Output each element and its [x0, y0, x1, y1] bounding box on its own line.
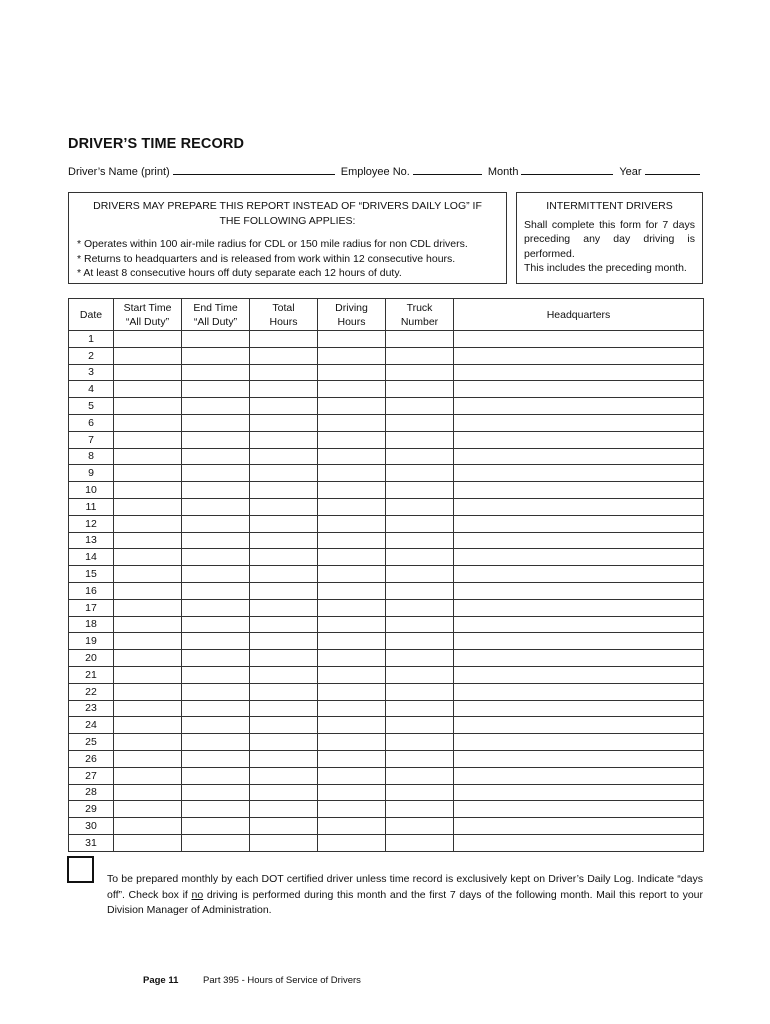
start-time-cell[interactable]	[114, 532, 182, 549]
instructions-note: To be prepared monthly by each DOT certified driver unless time record is exclusively kept on Driver’s Daily Log. Indicate “days off”. Check box if no driving is performed during this month and the first 7 days of the following month. Mail this report to your Division Manager of Administration.	[107, 873, 703, 916]
truck-number-cell[interactable]	[386, 414, 454, 431]
driver-name-label: Driver’s Name (print)	[68, 166, 170, 178]
start-time-cell[interactable]	[114, 398, 182, 415]
intermittent-drivers-box	[516, 192, 703, 284]
total-hours-cell[interactable]	[250, 515, 318, 532]
headquarters-cell[interactable]	[454, 633, 704, 650]
start-time-cell[interactable]	[114, 784, 182, 801]
date-cell: 21	[69, 666, 114, 683]
year-field[interactable]	[645, 164, 700, 175]
total-hours-cell[interactable]	[250, 616, 318, 633]
driving-hours-cell[interactable]	[318, 801, 386, 818]
date-cell: 3	[69, 364, 114, 381]
truck-number-cell[interactable]	[386, 515, 454, 532]
headquarters-cell[interactable]	[454, 566, 704, 583]
truck-number-cell[interactable]	[386, 498, 454, 515]
total-hours-cell[interactable]	[250, 717, 318, 734]
start-time-cell[interactable]	[114, 482, 182, 499]
table-row	[69, 801, 704, 818]
page-footer	[143, 975, 361, 986]
headquarters-cell[interactable]	[454, 801, 704, 818]
date-cell: 6	[69, 414, 114, 431]
end-time-cell[interactable]	[182, 750, 250, 767]
headquarters-cell[interactable]	[454, 683, 704, 700]
total-hours-cell[interactable]	[250, 633, 318, 650]
date-cell: 27	[69, 767, 114, 784]
page-number: Page 11	[143, 975, 179, 986]
total-hours-cell[interactable]	[250, 784, 318, 801]
start-time-cell[interactable]	[114, 650, 182, 667]
headquarters-cell[interactable]	[454, 650, 704, 667]
start-time-cell[interactable]	[114, 734, 182, 751]
truck-number-cell[interactable]	[386, 599, 454, 616]
total-hours-cell[interactable]	[250, 364, 318, 381]
end-time-cell[interactable]	[182, 515, 250, 532]
total-hours-cell[interactable]	[250, 549, 318, 566]
conditions-list	[77, 237, 498, 281]
date-cell: 28	[69, 784, 114, 801]
truck-number-cell[interactable]	[386, 482, 454, 499]
date-cell: 8	[69, 448, 114, 465]
headquarters-cell[interactable]	[454, 750, 704, 767]
headquarters-cell[interactable]	[454, 364, 704, 381]
start-time-cell[interactable]	[114, 717, 182, 734]
col-driving-hours: Driving Hours	[318, 299, 386, 331]
end-time-cell[interactable]	[182, 834, 250, 851]
truck-number-cell[interactable]	[386, 465, 454, 482]
start-time-cell[interactable]	[114, 616, 182, 633]
total-hours-cell[interactable]	[250, 381, 318, 398]
date-cell: 7	[69, 431, 114, 448]
end-time-cell[interactable]	[182, 683, 250, 700]
month-label: Month	[487, 166, 519, 178]
date-cell: 13	[69, 532, 114, 549]
headquarters-cell[interactable]	[454, 331, 704, 348]
headquarters-cell[interactable]	[454, 734, 704, 751]
end-time-cell[interactable]	[182, 633, 250, 650]
headquarters-cell[interactable]	[454, 482, 704, 499]
table-row	[69, 616, 704, 633]
driving-hours-cell[interactable]	[318, 683, 386, 700]
end-time-cell[interactable]	[182, 784, 250, 801]
truck-number-cell[interactable]	[386, 700, 454, 717]
headquarters-cell[interactable]	[454, 414, 704, 431]
col-total-hours: Total Hours	[250, 299, 318, 331]
driving-hours-cell[interactable]	[318, 515, 386, 532]
end-time-cell[interactable]	[182, 616, 250, 633]
table-row	[69, 381, 704, 398]
total-hours-cell[interactable]	[250, 331, 318, 348]
total-hours-cell[interactable]	[250, 498, 318, 515]
driving-hours-cell[interactable]	[318, 750, 386, 767]
driving-hours-cell[interactable]	[318, 498, 386, 515]
end-time-cell[interactable]	[182, 482, 250, 499]
conditions-box	[68, 192, 507, 284]
headquarters-cell[interactable]	[454, 818, 704, 835]
driving-hours-cell[interactable]	[318, 465, 386, 482]
total-hours-cell[interactable]	[250, 414, 318, 431]
end-time-cell[interactable]	[182, 599, 250, 616]
start-time-cell[interactable]	[114, 834, 182, 851]
end-time-cell[interactable]	[182, 381, 250, 398]
col-start-time: Start Time “All Duty”	[114, 299, 182, 331]
driving-hours-cell[interactable]	[318, 364, 386, 381]
date-cell: 30	[69, 818, 114, 835]
table-row	[69, 331, 704, 348]
employee-no-field[interactable]	[413, 164, 482, 175]
total-hours-cell[interactable]	[250, 398, 318, 415]
truck-number-cell[interactable]	[386, 750, 454, 767]
truck-number-cell[interactable]	[386, 347, 454, 364]
date-cell: 17	[69, 599, 114, 616]
total-hours-cell[interactable]	[250, 582, 318, 599]
truck-number-cell[interactable]	[386, 532, 454, 549]
truck-number-cell[interactable]	[386, 398, 454, 415]
total-hours-cell[interactable]	[250, 482, 318, 499]
driving-hours-cell[interactable]	[318, 381, 386, 398]
end-time-cell[interactable]	[182, 532, 250, 549]
start-time-cell[interactable]	[114, 633, 182, 650]
total-hours-cell[interactable]	[250, 431, 318, 448]
date-cell: 11	[69, 498, 114, 515]
truck-number-cell[interactable]	[386, 381, 454, 398]
headquarters-cell[interactable]	[454, 599, 704, 616]
truck-number-cell[interactable]	[386, 734, 454, 751]
headquarters-cell[interactable]	[454, 717, 704, 734]
end-time-cell[interactable]	[182, 398, 250, 415]
date-cell: 20	[69, 650, 114, 667]
truck-number-cell[interactable]	[386, 717, 454, 734]
table-row	[69, 532, 704, 549]
truck-number-cell[interactable]	[386, 633, 454, 650]
truck-number-cell[interactable]	[386, 801, 454, 818]
table-row	[69, 465, 704, 482]
headquarters-cell[interactable]	[454, 767, 704, 784]
table-row	[69, 398, 704, 415]
truck-number-cell[interactable]	[386, 650, 454, 667]
end-time-cell[interactable]	[182, 431, 250, 448]
driving-hours-cell[interactable]	[318, 616, 386, 633]
table-row	[69, 582, 704, 599]
driver-name-field[interactable]	[173, 164, 335, 175]
date-cell: 4	[69, 381, 114, 398]
date-cell: 9	[69, 465, 114, 482]
date-cell: 31	[69, 834, 114, 851]
headquarters-cell[interactable]	[454, 666, 704, 683]
table-row	[69, 767, 704, 784]
time-record-table	[68, 298, 704, 852]
date-cell: 15	[69, 566, 114, 583]
table-row	[69, 700, 704, 717]
total-hours-cell[interactable]	[250, 566, 318, 583]
condition-item: * Returns to headquarters and is released from work within 12 consecutive hours.	[77, 252, 456, 265]
table-row	[69, 650, 704, 667]
headquarters-cell[interactable]	[454, 431, 704, 448]
truck-number-cell[interactable]	[386, 364, 454, 381]
start-time-cell[interactable]	[114, 364, 182, 381]
total-hours-cell[interactable]	[250, 801, 318, 818]
end-time-cell[interactable]	[182, 700, 250, 717]
end-time-cell[interactable]	[182, 582, 250, 599]
driving-hours-cell[interactable]	[318, 347, 386, 364]
table-row	[69, 448, 704, 465]
start-time-cell[interactable]	[114, 465, 182, 482]
table-row	[69, 683, 704, 700]
end-time-cell[interactable]	[182, 347, 250, 364]
date-cell: 25	[69, 734, 114, 751]
truck-number-cell[interactable]	[386, 331, 454, 348]
truck-number-cell[interactable]	[386, 431, 454, 448]
total-hours-cell[interactable]	[250, 767, 318, 784]
driving-hours-cell[interactable]	[318, 331, 386, 348]
end-time-cell[interactable]	[182, 448, 250, 465]
end-time-cell[interactable]	[182, 666, 250, 683]
driving-hours-cell[interactable]	[318, 767, 386, 784]
intermittent-body-note: This includes the preceding month.	[524, 262, 687, 274]
driving-hours-cell[interactable]	[318, 599, 386, 616]
employee-no-label: Employee No.	[340, 166, 410, 178]
table-row	[69, 834, 704, 851]
start-time-cell[interactable]	[114, 818, 182, 835]
start-time-cell[interactable]	[114, 566, 182, 583]
footer-part: Part 395 - Hours of Service of Drivers	[203, 975, 361, 986]
driving-hours-cell[interactable]	[318, 414, 386, 431]
underlined-no: no	[191, 888, 204, 901]
table-row	[69, 633, 704, 650]
end-time-cell[interactable]	[182, 414, 250, 431]
date-cell: 23	[69, 700, 114, 717]
driving-hours-cell[interactable]	[318, 398, 386, 415]
total-hours-cell[interactable]	[250, 683, 318, 700]
table-header-row	[69, 299, 704, 331]
start-time-cell[interactable]	[114, 331, 182, 348]
driving-hours-cell[interactable]	[318, 650, 386, 667]
col-end-time: End Time “All Duty”	[182, 299, 250, 331]
start-time-cell[interactable]	[114, 801, 182, 818]
truck-number-cell[interactable]	[386, 448, 454, 465]
date-cell: 2	[69, 347, 114, 364]
table-row	[69, 566, 704, 583]
truck-number-cell[interactable]	[386, 549, 454, 566]
table-row	[69, 482, 704, 499]
driving-hours-cell[interactable]	[318, 633, 386, 650]
total-hours-cell[interactable]	[250, 532, 318, 549]
table-row	[69, 818, 704, 835]
table-row	[69, 599, 704, 616]
headquarters-cell[interactable]	[454, 616, 704, 633]
date-cell: 29	[69, 801, 114, 818]
driving-hours-cell[interactable]	[318, 582, 386, 599]
truck-number-cell[interactable]	[386, 683, 454, 700]
driving-hours-cell[interactable]	[318, 666, 386, 683]
table-row	[69, 717, 704, 734]
table-row	[69, 734, 704, 751]
month-field[interactable]	[521, 164, 613, 175]
driving-hours-cell[interactable]	[318, 532, 386, 549]
total-hours-cell[interactable]	[250, 750, 318, 767]
no-driving-checkbox[interactable]	[67, 856, 94, 883]
driving-hours-cell[interactable]	[318, 431, 386, 448]
date-cell: 19	[69, 633, 114, 650]
end-time-cell[interactable]	[182, 549, 250, 566]
truck-number-cell[interactable]	[386, 767, 454, 784]
driving-hours-cell[interactable]	[318, 784, 386, 801]
end-time-cell[interactable]	[182, 465, 250, 482]
end-time-cell[interactable]	[182, 717, 250, 734]
headquarters-cell[interactable]	[454, 448, 704, 465]
intermittent-heading: INTERMITTENT DRIVERS	[546, 200, 673, 212]
condition-item: * Operates within 100 air-mile radius for CDL or 150 mile radius for non CDL drivers.	[77, 238, 468, 250]
date-cell: 14	[69, 549, 114, 566]
table-row	[69, 750, 704, 767]
headquarters-cell[interactable]	[454, 784, 704, 801]
end-time-cell[interactable]	[182, 818, 250, 835]
total-hours-cell[interactable]	[250, 650, 318, 667]
start-time-cell[interactable]	[114, 683, 182, 700]
headquarters-cell[interactable]	[454, 398, 704, 415]
page-title: DRIVER’S TIME RECORD	[68, 136, 245, 152]
end-time-cell[interactable]	[182, 331, 250, 348]
truck-number-cell[interactable]	[386, 566, 454, 583]
date-cell: 24	[69, 717, 114, 734]
truck-number-cell[interactable]	[386, 582, 454, 599]
headquarters-cell[interactable]	[454, 498, 704, 515]
header-fields	[68, 164, 703, 178]
start-time-cell[interactable]	[114, 767, 182, 784]
intermittent-body: Shall complete this form for 7 days preceding any day driving is performed.	[524, 218, 695, 260]
driving-hours-cell[interactable]	[318, 448, 386, 465]
end-time-cell[interactable]	[182, 566, 250, 583]
end-time-cell[interactable]	[182, 498, 250, 515]
table-row	[69, 784, 704, 801]
date-cell: 1	[69, 331, 114, 348]
total-hours-cell[interactable]	[250, 818, 318, 835]
start-time-cell[interactable]	[114, 700, 182, 717]
start-time-cell[interactable]	[114, 599, 182, 616]
conditions-heading: DRIVERS MAY PREPARE THIS REPORT INSTEAD OF “DRIVERS DAILY LOG” IF THE FOLLOWING APPLIES:	[93, 200, 482, 227]
start-time-cell[interactable]	[114, 448, 182, 465]
table-row	[69, 364, 704, 381]
col-date: Date	[69, 299, 114, 331]
table-row	[69, 549, 704, 566]
total-hours-cell[interactable]	[250, 465, 318, 482]
start-time-cell[interactable]	[114, 414, 182, 431]
start-time-cell[interactable]	[114, 431, 182, 448]
table-row	[69, 515, 704, 532]
truck-number-cell[interactable]	[386, 818, 454, 835]
driving-hours-cell[interactable]	[318, 734, 386, 751]
driving-hours-cell[interactable]	[318, 700, 386, 717]
table-row	[69, 666, 704, 683]
headquarters-cell[interactable]	[454, 347, 704, 364]
driving-hours-cell[interactable]	[318, 549, 386, 566]
end-time-cell[interactable]	[182, 650, 250, 667]
headquarters-cell[interactable]	[454, 515, 704, 532]
date-cell: 5	[69, 398, 114, 415]
headquarters-cell[interactable]	[454, 465, 704, 482]
table-row	[69, 431, 704, 448]
truck-number-cell[interactable]	[386, 616, 454, 633]
date-cell: 18	[69, 616, 114, 633]
start-time-cell[interactable]	[114, 582, 182, 599]
driving-hours-cell[interactable]	[318, 566, 386, 583]
year-label: Year	[619, 166, 642, 178]
total-hours-cell[interactable]	[250, 734, 318, 751]
driving-hours-cell[interactable]	[318, 482, 386, 499]
table-row	[69, 498, 704, 515]
headquarters-cell[interactable]	[454, 381, 704, 398]
end-time-cell[interactable]	[182, 801, 250, 818]
col-truck-number: Truck Number	[386, 299, 454, 331]
total-hours-cell[interactable]	[250, 448, 318, 465]
start-time-cell[interactable]	[114, 750, 182, 767]
table-row	[69, 347, 704, 364]
truck-number-cell[interactable]	[386, 666, 454, 683]
date-cell: 12	[69, 515, 114, 532]
total-hours-cell[interactable]	[250, 347, 318, 364]
start-time-cell[interactable]	[114, 347, 182, 364]
end-time-cell[interactable]	[182, 734, 250, 751]
start-time-cell[interactable]	[114, 549, 182, 566]
headquarters-cell[interactable]	[454, 532, 704, 549]
table-row	[69, 414, 704, 431]
total-hours-cell[interactable]	[250, 700, 318, 717]
truck-number-cell[interactable]	[386, 834, 454, 851]
start-time-cell[interactable]	[114, 515, 182, 532]
headquarters-cell[interactable]	[454, 700, 704, 717]
driving-hours-cell[interactable]	[318, 717, 386, 734]
headquarters-cell[interactable]	[454, 834, 704, 851]
date-cell: 22	[69, 683, 114, 700]
end-time-cell[interactable]	[182, 767, 250, 784]
headquarters-cell[interactable]	[454, 582, 704, 599]
date-cell: 16	[69, 582, 114, 599]
total-hours-cell[interactable]	[250, 599, 318, 616]
start-time-cell[interactable]	[114, 666, 182, 683]
col-headquarters: Headquarters	[454, 299, 704, 331]
date-cell: 26	[69, 750, 114, 767]
truck-number-cell[interactable]	[386, 784, 454, 801]
date-cell: 10	[69, 482, 114, 499]
start-time-cell[interactable]	[114, 381, 182, 398]
total-hours-cell[interactable]	[250, 834, 318, 851]
driving-hours-cell[interactable]	[318, 834, 386, 851]
condition-item: * At least 8 consecutive hours off duty separate each 12 hours of duty.	[77, 267, 402, 279]
end-time-cell[interactable]	[182, 364, 250, 381]
headquarters-cell[interactable]	[454, 549, 704, 566]
total-hours-cell[interactable]	[250, 666, 318, 683]
start-time-cell[interactable]	[114, 498, 182, 515]
driving-hours-cell[interactable]	[318, 818, 386, 835]
